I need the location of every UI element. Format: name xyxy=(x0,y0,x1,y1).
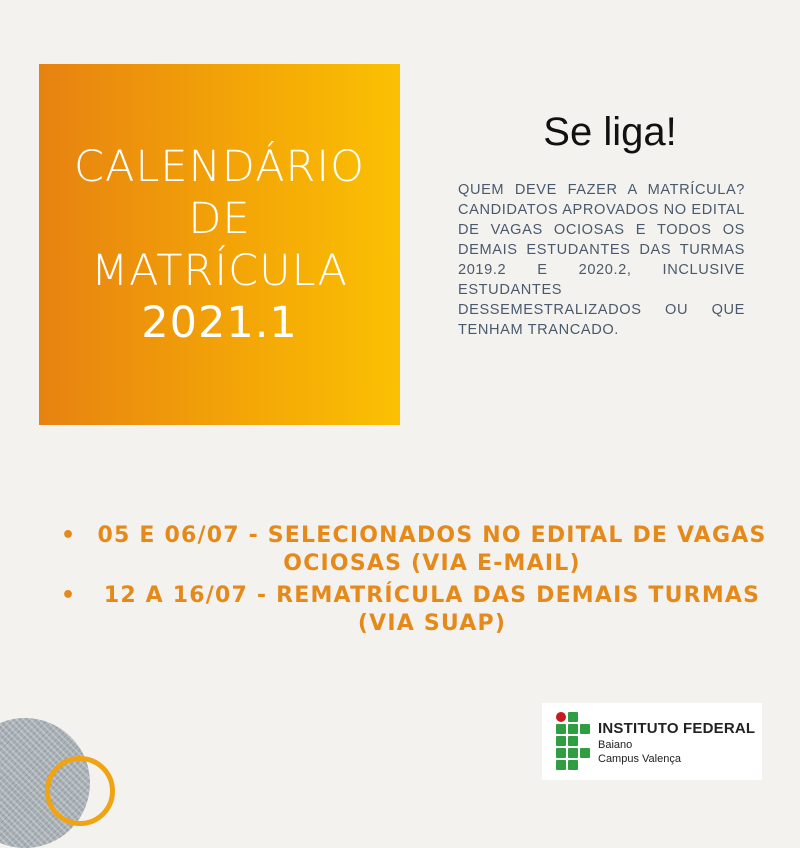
headline: Se liga! xyxy=(543,110,677,154)
title-line-de: DE xyxy=(188,193,251,244)
calendar-title-block xyxy=(39,64,400,425)
logo-state: Baiano xyxy=(598,739,633,751)
list-item xyxy=(55,582,775,638)
institution-logo xyxy=(542,703,762,780)
info-paragraph: QUEM DEVE FAZER A MATRÍCULA? CANDIDATOS APROVADOS NO EDITAL DE VAGAS OCIOSAS E TODOS OS DEMAIS ESTUDANTES DAS TURMAS 2019.2 E 2020.2, INCLUSIVE ESTUDANTES DESSEMESTRALIZADOS OU QUE TENHAM TRANCADO. xyxy=(458,182,745,338)
title-year: 2021.1 xyxy=(141,297,298,348)
list-item-text: 12 A 16/07 - REMATRÍCULA DAS DEMAIS TURMAS (VIA SUAP) xyxy=(103,583,761,636)
dates-list xyxy=(55,522,775,642)
list-item-text: 05 E 06/07 - SELECIONADOS NO EDITAL DE VAGAS OCIOSAS (VIA E-MAIL) xyxy=(97,523,767,576)
title-line-calendario: CALENDÁRIO xyxy=(74,141,365,192)
title-line-matricula: MATRÍCULA xyxy=(91,245,348,296)
decorative-ring xyxy=(45,756,115,826)
list-item xyxy=(55,522,775,578)
if-logo-icon xyxy=(556,712,590,769)
logo-institution-name: INSTITUTO FEDERAL xyxy=(598,720,756,737)
bullet-icon: • xyxy=(61,583,77,608)
logo-text xyxy=(598,720,755,766)
bullet-icon: • xyxy=(61,523,77,548)
logo-campus: Campus Valença xyxy=(598,753,681,765)
